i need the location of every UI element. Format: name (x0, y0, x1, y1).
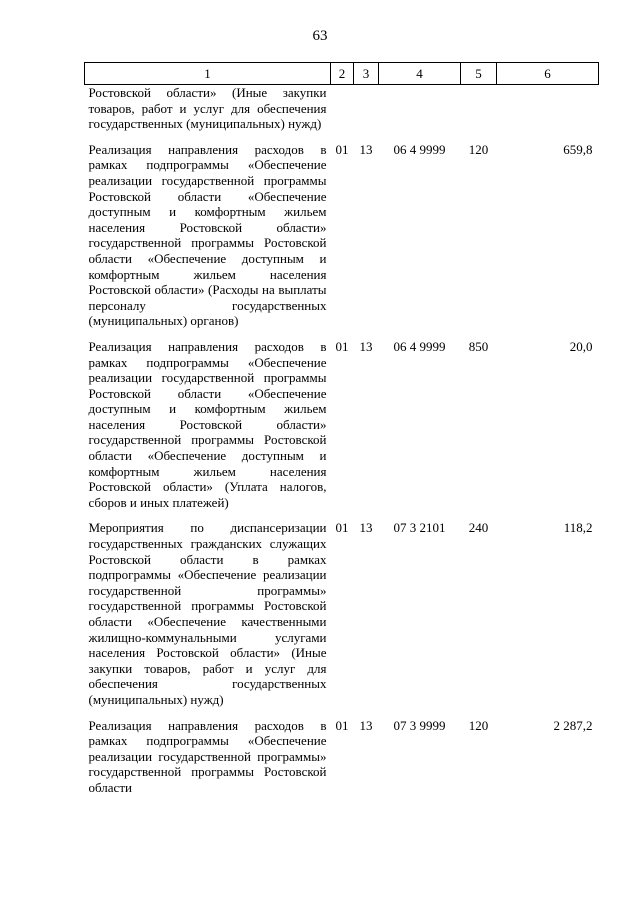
row-subsection-code: 13 (359, 338, 373, 354)
row-section-code: 01 (335, 717, 349, 733)
table-body (85, 85, 599, 806)
row-section-code: 01 (335, 520, 349, 536)
row-target-article: 06 4 9999 (393, 338, 446, 354)
header-col-3: 3 (354, 63, 379, 85)
row-subsection-code (354, 85, 379, 142)
row-section-code (331, 85, 354, 142)
row-target-article: 07 3 9999 (393, 717, 446, 733)
row-amount: 659,8 (563, 141, 593, 157)
table-row (85, 142, 599, 339)
header-col-1: 1 (85, 63, 331, 85)
row-expense-type: 120 (468, 717, 489, 733)
row-description: Ростовской области» (Иные закупки товаров, работ и услуг для обеспечения государственных (муниципальных) нужд) (88, 85, 327, 132)
row-expense-type (461, 85, 497, 142)
row-description: Реализация направления расходов в рамках подпрограммы «Обеспечение реализации государственной программы Ростовской области «Обеспечение доступным и комфортным жильем населения Ростовской области» государственной программы Ростовской области «Обеспечение доступным и комфортным жильем населения Ростовской области» (Уплата налогов, сборов и иных платежей) (88, 338, 327, 510)
table-row (85, 85, 599, 142)
row-amount: 20,0 (569, 338, 593, 354)
table-row (85, 339, 599, 521)
header-col-4: 4 (379, 63, 461, 85)
row-description: Реализация направления расходов в рамках подпрограммы «Обеспечение реализации государственной программы» государственной программы Ростовской области (88, 717, 327, 795)
header-col-2: 2 (331, 63, 354, 85)
row-subsection-code: 13 (359, 717, 373, 733)
row-section-code: 01 (335, 141, 349, 157)
row-expense-type: 240 (468, 520, 489, 536)
header-col-5: 5 (461, 63, 497, 85)
row-expense-type: 850 (468, 338, 489, 354)
table-header (85, 63, 599, 85)
header-col-6: 6 (497, 63, 599, 85)
row-target-article: 06 4 9999 (393, 141, 446, 157)
row-target-article: 07 3 2101 (393, 520, 446, 536)
row-subsection-code: 13 (359, 141, 373, 157)
row-description: Мероприятия по диспансеризации государственных гражданских служащих Ростовской области в рамках подпрограммы «Обеспечение реализации государственной программы» государственной программы Ростовской области «Обеспечение качественными жилищно-коммунальными услугами населения Ростовской области» (Иные закупки товаров, работ и услуг для обеспечения государственных (муниципальных) нужд) (88, 520, 327, 707)
row-amount (497, 85, 599, 142)
header-row (85, 63, 599, 85)
row-amount: 118,2 (563, 520, 593, 536)
row-amount: 2 287,2 (553, 717, 593, 733)
row-expense-type: 120 (468, 141, 489, 157)
row-subsection-code: 13 (359, 520, 373, 536)
page-number: 63 (312, 28, 328, 44)
row-target-article (379, 85, 461, 142)
table-row (85, 718, 599, 806)
row-section-code: 01 (335, 338, 349, 354)
table-row (85, 520, 599, 717)
budget-table (84, 62, 599, 806)
row-description: Реализация направления расходов в рамках подпрограммы «Обеспечение реализации государственной программы Ростовской области «Обеспечение доступным и комфортным жильем населения Ростовской области» государственной программы Ростовской области «Обеспечение доступным и комфортным жильем населения Ростовской области» (Расходы на выплаты персоналу государственных (муниципальных) органов) (88, 141, 327, 329)
